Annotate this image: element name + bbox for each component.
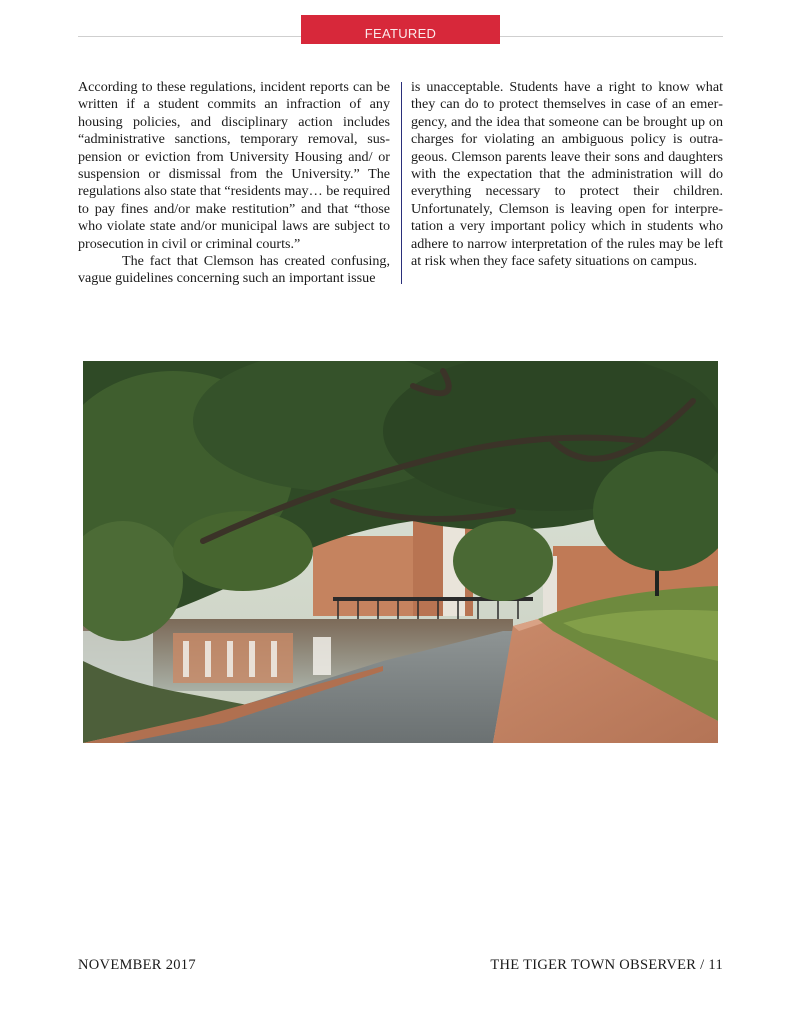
article-paragraph: is unacceptable. Students have a right to know what they can do to protect themselves in case of an emergency, and the idea that someone can be brought up on charges for violating an ambiguous policy is outrageous. Clemson parents leave their sons and daughters with the expectation that the administration will do everything necessary to protect their children. Unfortunately, Clemson is leaving open for interpretation a very important policy which in students who adhere to narrow interpretation of the rules may be left at risk when they face safety situations on campus. (411, 79, 723, 270)
article-column-right (411, 79, 723, 270)
column-divider (401, 82, 402, 284)
campus-walkway-photo (83, 361, 718, 743)
footer-date: NOVEMBER 2017 (78, 957, 196, 973)
article-paragraph: According to these regulations, incident reports can be written if a student commits an infraction of any housing policies, and disciplinary action includes “administrative sanctions, temporary removal, suspension or eviction from University Housing and/ or suspension or dismissal from the University.” The regulations also state that “residents may… be required to pay fines and/or make restitution” and that “those who violate state and/or municipal laws are subject to prosecution in civil or criminal courts.” (78, 79, 390, 252)
featured-section-tab (301, 15, 500, 44)
featured-label: FEATURED (364, 26, 437, 41)
article-paragraph: The fact that Clemson has created confusing, vague guidelines concerning such an important issue (78, 253, 390, 287)
article-column-left (78, 79, 390, 288)
footer-publication-page: THE TIGER TOWN OBSERVER / 11 (490, 957, 723, 973)
